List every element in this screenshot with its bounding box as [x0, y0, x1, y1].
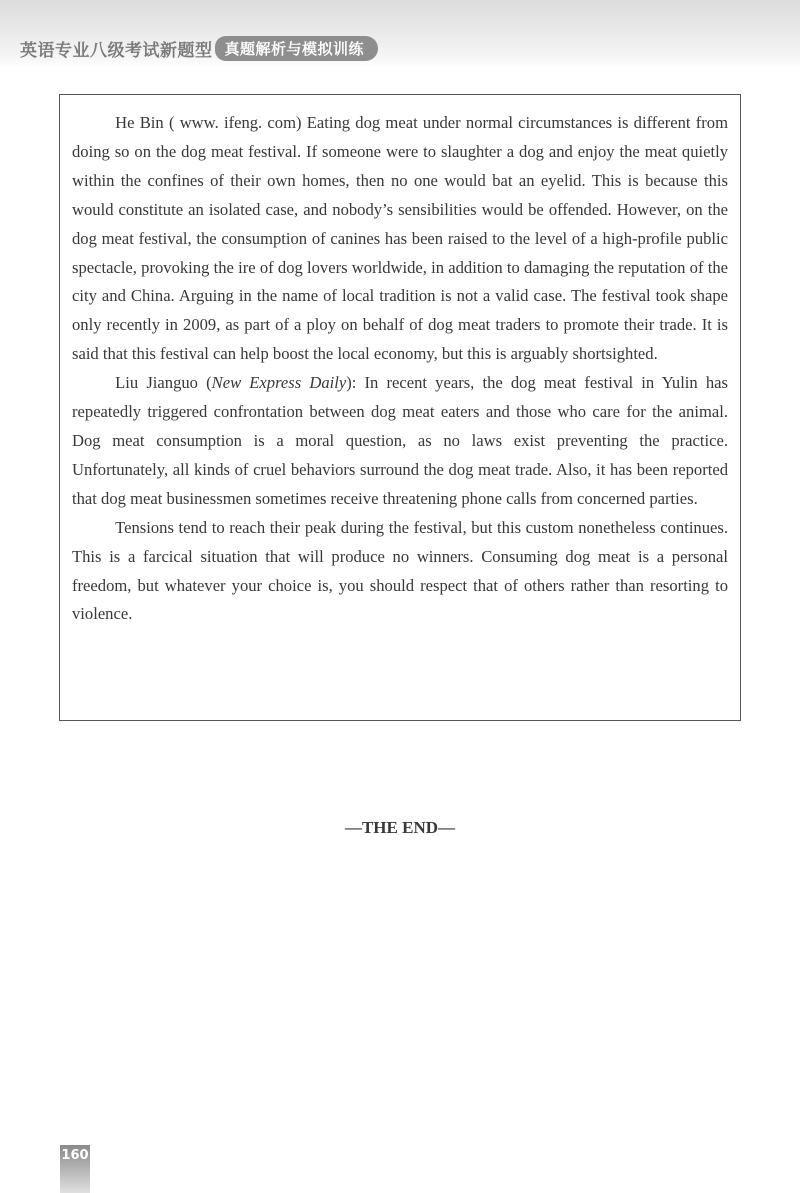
author-name: Liu Jianguo ( [115, 373, 212, 393]
page-number: 160 [61, 1148, 89, 1163]
paragraph-liu-jianguo [72, 369, 728, 514]
source-name: New Express Daily [211, 373, 347, 393]
page-number-tab [60, 1145, 90, 1193]
passage-box [59, 94, 741, 721]
running-header [20, 34, 378, 62]
book-subtitle-badge: 真题解析与模拟训练 [215, 36, 379, 61]
book-title: 英语专业八级考试新题型 [20, 40, 213, 61]
paragraph-body: ): In recent years, the dog meat festival in Yulin has repeatedly triggered confrontation between dog meat eaters and those who care for the animal. Dog meat consumption is a moral question, as no laws exist preventing the practice. Unfortunately, all kinds of cruel behaviors surround the dog meat trade. Also, it has been reported that dog meat businessmen sometimes receive threatening phone calls from concerned parties. [72, 373, 728, 508]
the-end-marker: —THE END— [344, 818, 456, 837]
paragraph-tensions: Tensions tend to reach their peak during the festival, but this custom nonetheless continues. This is a farcical situation that will produce no winners. Consuming dog meat is a personal freedom, but whatever your choice is, you should respect that of others rather than resorting to violence. [72, 517, 728, 624]
paragraph-he-bin: He Bin ( www. ifeng. com) Eating dog meat under normal circumstances is different from doing so on the dog meat festival. If someone were to slaughter a dog and enjoy the meat quietly within the confines of their own homes, then no one would bat an eyelid. This is because this would constitute an isolated case, and nobody’s sensibilities would be offended. However, on the dog meat festival, the consumption of canines has been raised to the level of a high-profile public spectacle, provoking the ire of dog lovers worldwide, in addition to damaging the reputation of the city and China. Arguing in the name of local tradition is not a valid case. The festival took shape only recently in 2009, as part of a ploy on behalf of dog meat traders to promote their trade. It is said that this festival can help boost the local economy, but this is arguably shortsighted. [72, 113, 728, 364]
